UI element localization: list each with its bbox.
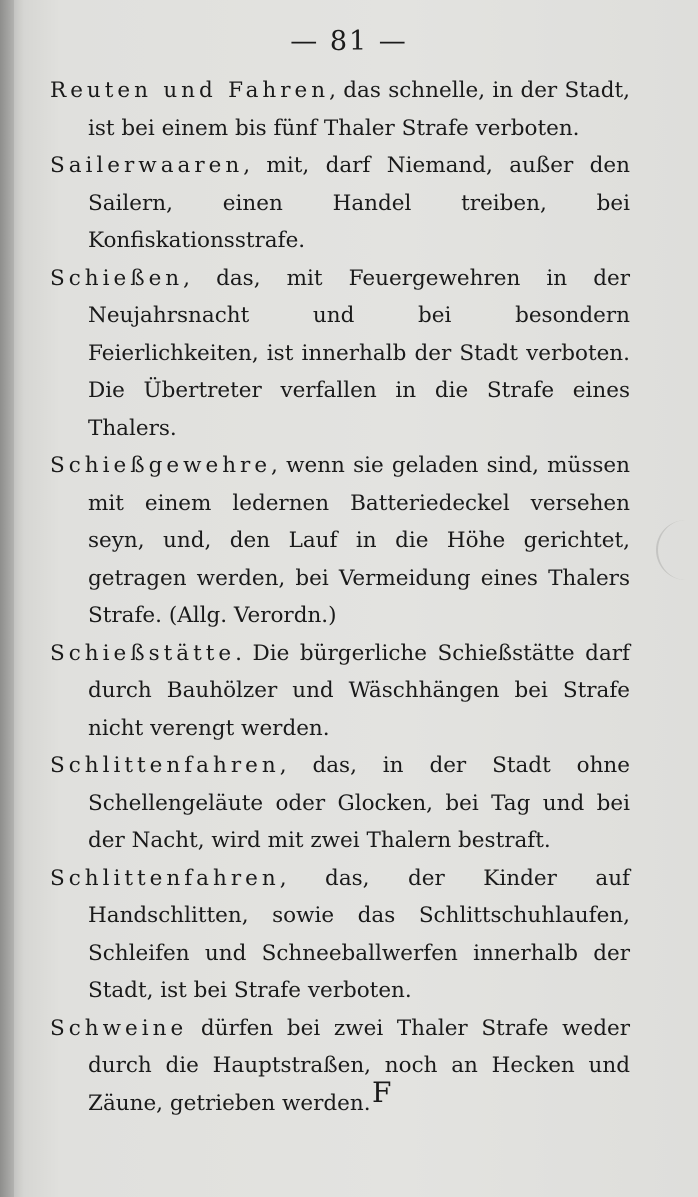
entry-text: dürfen bei zwei Thaler Strafe weder durch die Hauptstraßen, noch an Hecken und Zäune, getrieben werden. [88,1015,630,1116]
entry-text: , wenn sie geladen sind, müssen mit einem ledernen Batteriedeckel versehen seyn, und, den Lauf in die Höhe gerichtet, getragen werden, bei Vermeidung eines Thalers Strafe. (Allg. Verordn.) [88,453,630,628]
entry-schweine [50,1010,630,1123]
entry-text: , mit, darf Niemand, außer den Sailern, einen Handel treiben, bei Konfiskationsstrafe. [88,153,630,253]
entry-term: Schießstätte [50,640,236,666]
entry-schiessstaette [50,635,630,748]
entry-term: Schlittenfahren [50,753,280,778]
entry-schiessgewehre [50,447,630,635]
entry-text: , das, mit Feuergewehren in der Neujahrsnacht und bei besondern Feierlichkeiten, ist innerhalb der Stadt verboten. Die Übertreter verfallen in die Strafe eines Thalers. [88,265,630,441]
entry-text: . Die bürgerliche Schießstätte darf durch Bauhölzer und Wäschhängen bei Strafe nicht verengt werden. [88,640,630,741]
entry-text: , das, der Kinder auf Handschlitten, sowie das Schlittschuhlaufen, Schleifen und Schneeballwerfen innerhalb der Stadt, ist bei Strafe verboten. [88,865,630,1003]
entry-term: Schießgewehre [50,453,272,478]
entry-term: Schießen [50,265,184,291]
entry-text: , das schnelle, in der Stadt, ist bei einem bis fünf Thaler Strafe verboten. [88,78,630,141]
entry-reuten [50,72,630,147]
entry-text: , das, in der Stadt ohne Schellengeläute oder Glocken, bei Tag und bei der Nacht, wird mit zwei Thalern bestraft. [88,753,630,853]
entry-schlittenfahren-2 [50,860,630,1010]
entry-schiessen [50,260,630,448]
entry-sailerwaaren [50,147,630,260]
entry-schlittenfahren-1 [50,747,630,860]
page-fold-mark [656,520,698,580]
entry-term: Schlittenfahren [50,865,280,891]
page-number: — 81 — [290,26,408,57]
entry-term: Schweine [50,1015,188,1041]
entry-term: Reuten und Fahren [50,78,330,103]
page-binding-edge [0,0,14,1197]
entries-list [50,72,630,1122]
signature-mark: F [372,1076,392,1109]
entry-term: Sailerwaaren [50,153,244,178]
